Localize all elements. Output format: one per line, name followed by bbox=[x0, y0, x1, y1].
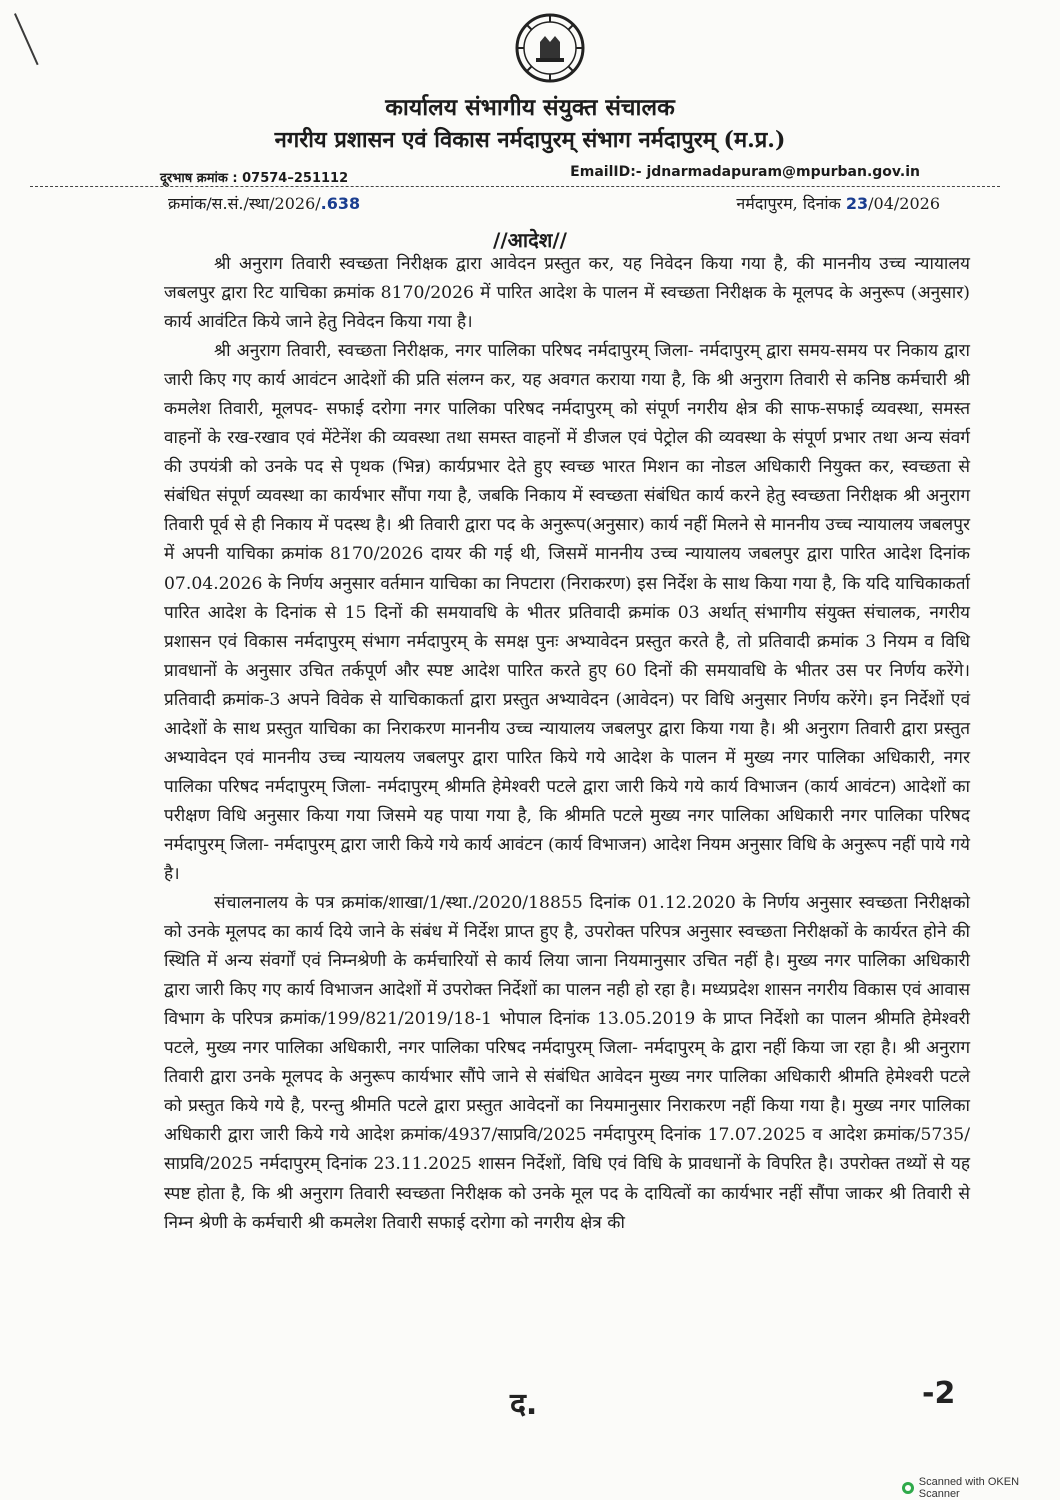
scanner-text: Scanned with OKEN Scanner bbox=[918, 1476, 1020, 1500]
header-divider bbox=[30, 186, 1000, 187]
scanner-logo-icon bbox=[902, 1482, 914, 1494]
order-title: //आदेश// bbox=[493, 228, 567, 252]
office-title: कार्यालय संभागीय संयुक्त संचालक bbox=[385, 94, 675, 121]
place-date bbox=[736, 192, 940, 214]
date-rest: /04/2026 bbox=[868, 194, 940, 213]
reference-number bbox=[168, 192, 360, 214]
phone-number: दूरभाष क्रमांक : 07574–251112 bbox=[160, 171, 349, 186]
scanner-watermark bbox=[902, 1476, 1060, 1500]
paragraph-2: श्री अनुराग तिवारी, स्वच्छता निरीक्षक, नगर पालिका परिषद नर्मदापुरम् जिला- नर्मदापुरम् द्वारा समय-समय पर निकाय द्वारा जारी किए गए कार्य आवंटन आदेशों की प्रति संलग्न कर, यह अवगत कराया गया है, कि श्री अनुराग तिवारी से कनिष्ठ कर्मचारी श्री कमलेश तिवारी, मूलपद- सफाई दरोगा नगर पालिका परिषद नर्मदापुरम् को संपूर्ण नगरीय क्षेत्र की साफ-सफाई व्यवस्था, समस्त वाहनों के रख-रखाव एवं मेंटेनेंश की व्यवस्था तथा समस्त वाहनों में डीजल एवं पेट्रोल की व्यवस्था के संपूर्ण प्रभार तथा अन्य संवर्ग की उपयंत्री को उनके पद से पृथक (भिन्न) कार्यप्रभार देते हुए स्वच्छ भारत मिशन का नोडल अधिकारी नियुक्त कर, स्वच्छता से संबंधित संपूर्ण व्यवस्था का कार्यभार सौंपा गया है, जबकि निकाय में स्वच्छता संबंधित कार्य करने हेतु स्वच्छता निरीक्षक श्री अनुराग तिवारी पूर्व से ही निकाय में पदस्थ है। श्री तिवारी द्वारा पद के अनुरूप(अनुसार) कार्य नहीं मिलने से माननीय उच्च न्यायालय जबलपुर में अपनी याचिका क्रमांक 8170/2026 दायर की गई थी, जिसमें माननीय उच्च न्यायालय जबलपुर द्वारा पारित आदेश दिनांक 07.04.2026 के निर्णय अनुसार वर्तमान याचिका का निपटारा (निराकरण) इस निर्देश के साथ किया गया है, कि यदि याचिकाकर्ता पारित आदेश के दिनांक से 15 दिनों की समयावधि के भीतर प्रतिवादी क्रमांक 03 अर्थात् संभागीय संयुक्त संचालक, नगरीय प्रशासन एवं विकास नर्मदापुरम् संभाग नर्मदापुरम् के समक्ष पुनः अभ्यावेदन प्रस्तुत करते है, तो प्रतिवादी क्रमांक 3 नियम व विधि प्रावधानों के अनुसार उचित तर्कपूर्ण और स्पष्ट आदेश पारित करते हुए 60 दिनों की समयावधि के भीतर उस पर निर्णय करेंगे। प्रतिवादी क्रमांक-3 अपने विवेक से याचिकाकर्ता द्वारा प्रस्तुत अभ्यावेदन (आवेदन) पर विधि अनुसार निर्णय करेंगे। इन निर्देशों एवं आदेशों के साथ प्रस्तुत याचिका का निराकरण माननीय उच्च न्यायालय जबलपुर द्वारा किया गया है। श्री अनुराग तिवारी द्वारा प्रस्तुत अभ्यावेदन एवं माननीय उच्च न्यायलय जबलपुर द्वारा पारित किये गये आदेश के पालन में मुख्य नगर पालिका अधिकारी, नगर पालिका परिषद नर्मदापुरम् जिला- नर्मदापुरम् श्रीमति हेमेश्वरी पटले द्वारा जारी किये गये कार्य विभाजन (कार्य आवंटन) आदेशों का परीक्षण विधि अनुसार किया गया जिसमे यह पाया गया है, कि श्रीमति पटले मुख्य नगर पालिका अधिकारी नगर पालिका परिषद नर्मदापुरम् जिला- नर्मदापुरम् द्वारा जारी किये गये कार्य आवंटन (कार्य विभाजन) आदेश नियम अनुसार विधि के अनुरूप नहीं पाये गये है। bbox=[164, 341, 970, 884]
handwritten-initials: द. bbox=[510, 1387, 538, 1422]
office-subtitle: नगरीय प्रशासन एवं विकास नर्मदापुरम् संभाग नर्मदापुरम् (म.प्र.) bbox=[274, 127, 786, 153]
email-address: EmailID:- jdnarmadapuram@mpurban.gov.in bbox=[570, 164, 920, 180]
government-seal-icon bbox=[514, 12, 586, 84]
paragraph-3: संचालनालय के पत्र क्रमांक/शाखा/1/स्था./2020/18855 दिनांक 01.12.2020 के निर्णय अनुसार स्वच्छता निरीक्षको को उनके मूलपद का कार्य दिये जाने के संबंध में निर्देश प्राप्त हुए है, उपरोक्त परिपत्र अनुसार स्वच्छता निरीक्षकों के कार्यरत होने की स्थिति में अन्य संवर्गों एवं निम्नश्रेणी के कर्मचारियों से कार्य लिया जाना नियमानुसार उचित नहीं है। मुख्य नगर पालिका अधिकारी द्वारा जारी किए गए कार्य विभाजन आदेशों में उपरोक्त निर्देशों का पालन नही हो रहा है। मध्यप्रदेश शासन नगरीय विकास एवं आवास विभाग के परिपत्र क्रमांक/199/821/2019/18-1 भोपाल दिनांक 13.05.2019 के प्राप्त निर्देशो का पालन श्रीमति हेमेश्वरी पटले, मुख्य नगर पालिका अधिकारी, नगर पालिका परिषद नर्मदापुरम् जिला- नर्मदापुरम् के द्वारा नहीं किया जा रहा है। श्री अनुराग तिवारी द्वारा उनके मूलपद के अनुरूप कार्यभार सौंपे जाने से संबंधित आवेदन मुख्य नगर पालिका अधिकारी श्रीमति हेमेश्वरी पटले को प्रस्तुत किये गये है, परन्तु श्रीमति पटले द्वारा प्रस्तुत आवेदनों का नियमानुसार निराकरण नहीं किया गया है। मुख्य नगर पालिका अधिकारी द्वारा जारी किये गये आदेश क्रमांक/4937/साप्रवि/2025 नर्मदापुरम् दिनांक 17.07.2025 व आदेश क्रमांक/5735/साप्रवि/2025 नर्मदापुरम् दिनांक 23.11.2025 शासन निर्देशों, विधि एवं विधि के प्रावधानों के विपरित है। उपरोक्त तथ्यों से यह स्पष्ट होता है, कि श्री अनुराग तिवारी स्वच्छता निरीक्षक को उनके मूल पद के दायित्वों का कार्यभार नहीं सौंपा जाकर श्री तिवारी से निम्न श्रेणी के कर्मचारी श्री कमलेश तिवारी सफाई दरोगा को नगरीय क्षेत्र की bbox=[164, 893, 970, 1233]
paragraph-1: श्री अनुराग तिवारी स्वच्छता निरीक्षक द्वारा आवेदन प्रस्तुत कर, यह निवेदन किया गया है, की माननीय उच्च न्यायालय जबलपुर द्वारा रिट याचिका क्रमांक 8170/2026 में पारित आदेश के पालन में स्वच्छता निरीक्षक के मूलपद के अनुरूप (अनुसार) कार्य आवंटित किये जाने हेतु निवेदन किया गया है। bbox=[164, 254, 970, 333]
date-day-handwritten: 23 bbox=[845, 194, 869, 213]
page-marker: -2 bbox=[922, 1376, 956, 1411]
order-body bbox=[164, 250, 970, 1238]
pen-stroke-mark bbox=[14, 13, 39, 65]
place-date-prefix: नर्मदापुरम, दिनांक bbox=[736, 194, 846, 213]
reference-prefix: क्रमांक/स.सं./स्था/2026/ bbox=[168, 194, 321, 213]
reference-handwritten-number: .638 bbox=[320, 194, 361, 213]
